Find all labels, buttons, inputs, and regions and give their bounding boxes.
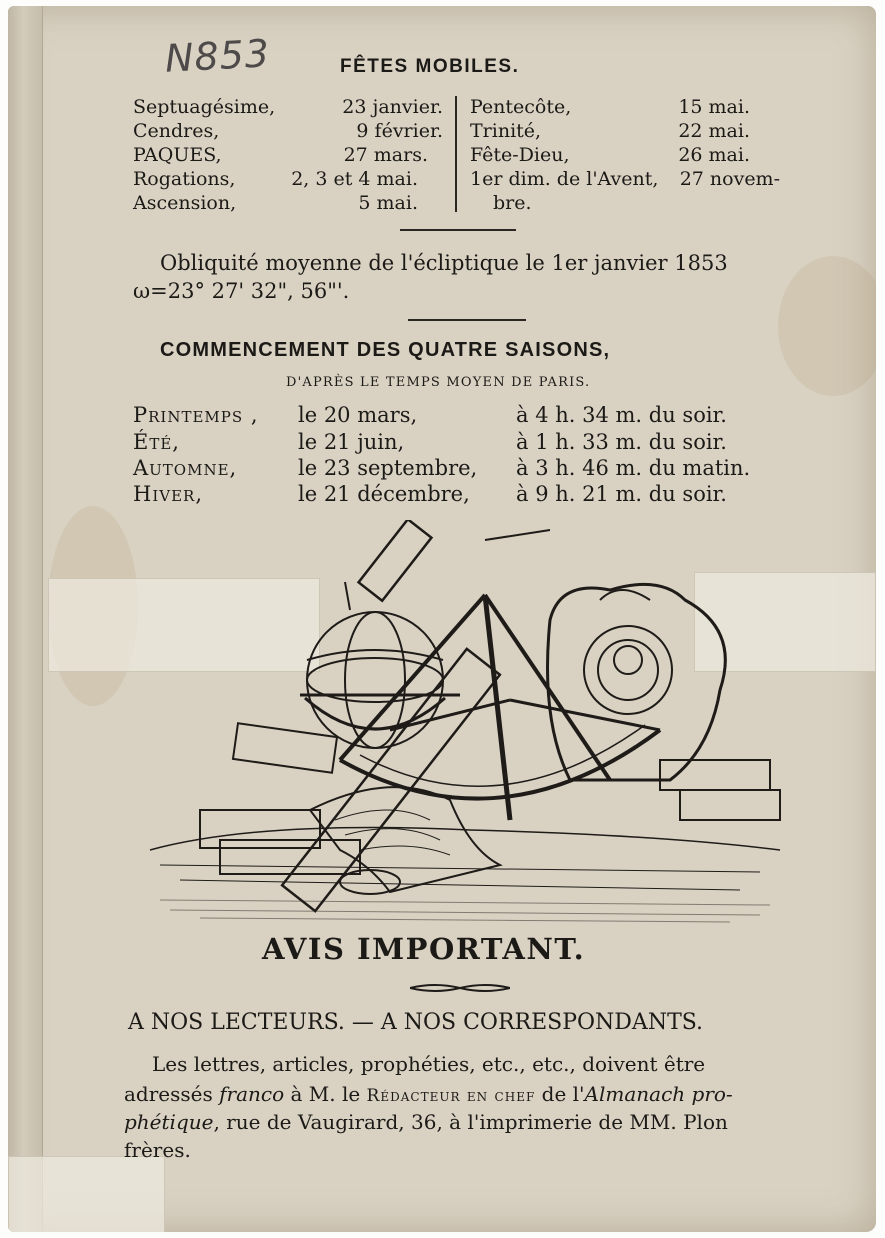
paper-stain — [778, 256, 876, 396]
seasons-title: COMMENCEMENT DES QUATRE SAISONS, — [160, 339, 611, 361]
ornamental-rule — [410, 982, 510, 994]
fete-right-name: Pentecôte, — [470, 96, 572, 118]
fete-right-date: 27 novem- — [679, 168, 780, 190]
avis-title: AVIS IMPORTANT. — [262, 932, 586, 966]
astronomical-instruments-engraving — [140, 520, 790, 930]
avis-line-2 — [124, 1082, 733, 1106]
fete-left-date: 27 mars. — [343, 144, 428, 166]
obliquity-line-1: Obliquité moyenne de l'écliptique le 1er janvier 1853 — [160, 251, 728, 275]
column-divider — [455, 96, 457, 212]
tape-strip-bottom — [8, 1156, 165, 1232]
obliquity-line-2: ω=23° 27' 32", 56"'. — [133, 279, 350, 303]
fete-left-date: 2, 3 et 4 mai. — [291, 168, 418, 190]
fete-left-name: Septuagésime, — [133, 96, 276, 118]
fete-right-name: 1er dim. de l'Avent, — [470, 168, 659, 190]
avis-subtitle: A NOS LECTEURS. — A NOS CORRESPONDANTS. — [128, 1010, 704, 1035]
book-spine — [8, 6, 43, 1232]
season-name: Hiver, — [133, 482, 203, 506]
seasons-subtitle: D'APRÈS LE TEMPS MOYEN DE PARIS. — [286, 375, 591, 390]
fete-right-date: 22 mai. — [678, 120, 750, 142]
handwritten-catalog-number: N853 — [163, 31, 272, 81]
season-name: Automne, — [133, 456, 238, 480]
avis-franco: franco — [219, 1082, 285, 1106]
fete-right-name: Trinité, — [470, 120, 542, 142]
avis-redacteur: Rédacteur en chef — [366, 1086, 536, 1106]
season-time: à 9 h. 21 m. du soir. — [516, 482, 727, 506]
avis-almanach: Almanach pro- — [584, 1082, 733, 1106]
avis-line-4: frères. — [124, 1138, 191, 1162]
avis-text: à M. le — [284, 1082, 367, 1106]
season-name: Printemps , — [133, 403, 259, 427]
fete-left-name: Rogations, — [133, 168, 236, 190]
season-date: le 21 juin, — [298, 430, 405, 454]
season-time: à 3 h. 46 m. du matin. — [516, 456, 751, 480]
avis-prophetique: phétique — [124, 1110, 214, 1134]
fete-left-date: 9 février. — [356, 120, 443, 142]
section-rule — [400, 229, 516, 231]
section-rule — [408, 319, 526, 321]
fete-right-name: Fête-Dieu, — [470, 144, 570, 166]
season-date: le 20 mars, — [298, 403, 418, 427]
season-time: à 1 h. 33 m. du soir. — [516, 430, 727, 454]
fete-right-date: 26 mai. — [678, 144, 750, 166]
avis-line-1: Les lettres, articles, prophéties, etc., etc., doivent être — [152, 1052, 706, 1076]
season-date: le 23 septembre, — [298, 456, 478, 480]
avis-text: , rue de Vaugirard, 36, à l'imprimerie de MM. Plon — [213, 1110, 728, 1134]
avis-text: de l' — [535, 1082, 585, 1106]
season-name: Été, — [133, 430, 180, 454]
fete-left-name: PAQUES, — [133, 144, 222, 166]
fete-right-date-continued: bre. — [493, 192, 532, 214]
fete-left-name: Cendres, — [133, 120, 220, 142]
fete-right-date: 15 mai. — [678, 96, 750, 118]
season-time: à 4 h. 34 m. du soir. — [516, 403, 727, 427]
avis-text: adressés — [124, 1082, 220, 1106]
fete-left-date: 5 mai. — [358, 192, 418, 214]
fete-left-date: 23 janvier. — [342, 96, 443, 118]
fetes-title: FÊTES MOBILES. — [340, 56, 520, 77]
season-date: le 21 décembre, — [298, 482, 470, 506]
fete-left-name: Ascension, — [133, 192, 237, 214]
avis-line-3 — [124, 1110, 728, 1134]
